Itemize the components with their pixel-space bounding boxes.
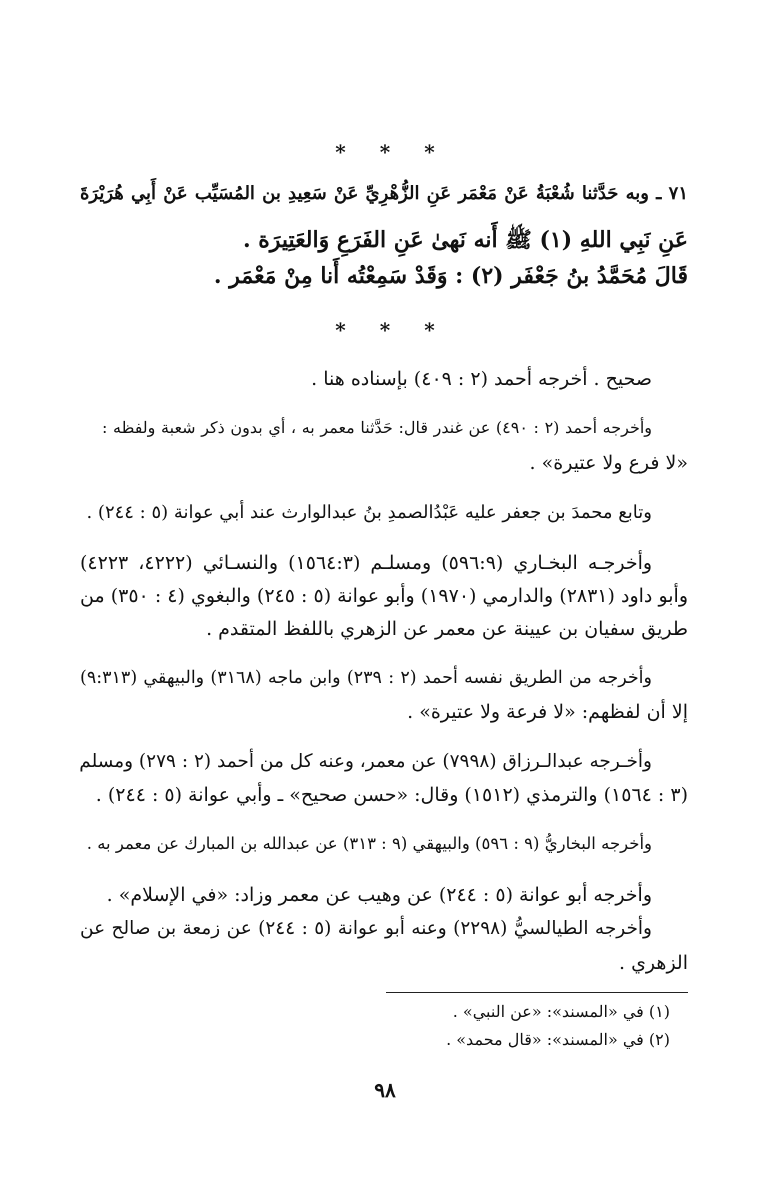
footnote: (٢) في «المسند»: «قال محمد» . [446,1030,670,1049]
section-separator-top [0,140,770,164]
commentary-line: صحيح . أخرجه أحمد (٢ : ٤٠٩) بإسناده هنا . [311,368,652,390]
page-number: ٩٨ [374,1078,396,1102]
commentary-line: وأخرجه أحمد (٢ : ٤٩٠) عن غندر قال: حَدَّثنا معمر به ، أي بدون ذكر شعبة ولفظه : [102,418,653,437]
commentary-line: وتابع محمدَ بن جعفر عليه عَبْدُالصمدِ بنُ عبدالوارث عند أبي عوانة (٥ : ٢٤٤) . [86,502,652,523]
commentary-line: وأخرجه أبو عوانة (٥ : ٢٤٤) عن وهيب عن معمر وزاد: «في الإسلام» . [106,884,652,906]
commentary-line: وأخـرجه عبدالـرزاق (٧٩٩٨) عن معمر، وعنه كل من أحمد (٢ : ٢٧٩) ومسلم [79,751,652,772]
commentary-line: (٣ : ١٥٦٤) والترمذي (١٥١٢) وقال: «حسن صحيح» ـ وأبي عوانة (٥ : ٢٤٤) . [95,784,688,806]
commentary-line: الزهري . [618,952,688,974]
commentary-line: وأخرجه البخاريُّ (٩ : ٥٩٦) والبيهقي (٩ : ٣١٣) عن عبدالله بن المبارك عن معمر به . [86,834,652,853]
star-glyph: * [379,140,391,164]
commentary-line: وأخرجه من الطريق نفسه أحمد (٢ : ٢٣٩) وابن ماجه (٣١٦٨) والبيهقي (٩:٣١٣) [80,668,652,688]
star-glyph: * [335,140,346,164]
commentary-line: طريق سفيان بن عيينة عن معمر عن الزهري باللفظ المتقدم . [206,618,688,640]
commentary-line: «لا فرع ولا عتيرة» . [529,452,688,474]
star-glyph: * [424,318,435,342]
hadith-line: عَنِ نَبِي اللهِ (١) ﷺ أَنه نَهىٰ عَنِ الفَرَعِ وَالعَتِيرَة . [242,227,688,253]
star-glyph: * [335,318,346,342]
section-separator-bottom [0,318,770,342]
commentary-line: وأخرجـه البخـاري (٥٩٦:٩) ومسلـم (١٥٦٤:٣) والنسـائي (٤٢٢٢، ٤٢٢٣) [80,552,653,574]
star-glyph: * [379,318,391,342]
hadith-line: قَالَ مُحَمَّدُ بنُ جَعْفَر (٢) : وَقَدْ سَمِعْتُه أَنا مِنْ مَعْمَر . [213,263,688,289]
commentary-line: وأخرجه الطيالسيُّ (٢٢٩٨) وعنه أبو عوانة (٥ : ٢٤٤) عن زمعة بن صالح عن [80,918,652,939]
commentary-line: وأبو داود (٢٨٣١) والدارمي (١٩٧٠) وأبو عوانة (٥ : ٢٤٥) والبغوي (٤ : ٣٥٠) من [80,585,688,607]
star-glyph: * [424,140,435,164]
footnote: (١) في «المسند»: «عن النبي» . [452,1002,670,1021]
commentary-line: إلا أن لفظهم: «لا فرعة ولا عتيرة» . [407,701,688,723]
footnote-separator [386,992,688,993]
hadith-line: ٧١ ـ وبه حَدَّثنا شُعْبَةُ عَنْ مَعْمَر عَنِ الزُّهْرِيِّ عَنْ سَعِيدِ بن المُسَيِّب عَنْ أَبِي هُرَيْرَةَ [80,183,688,204]
